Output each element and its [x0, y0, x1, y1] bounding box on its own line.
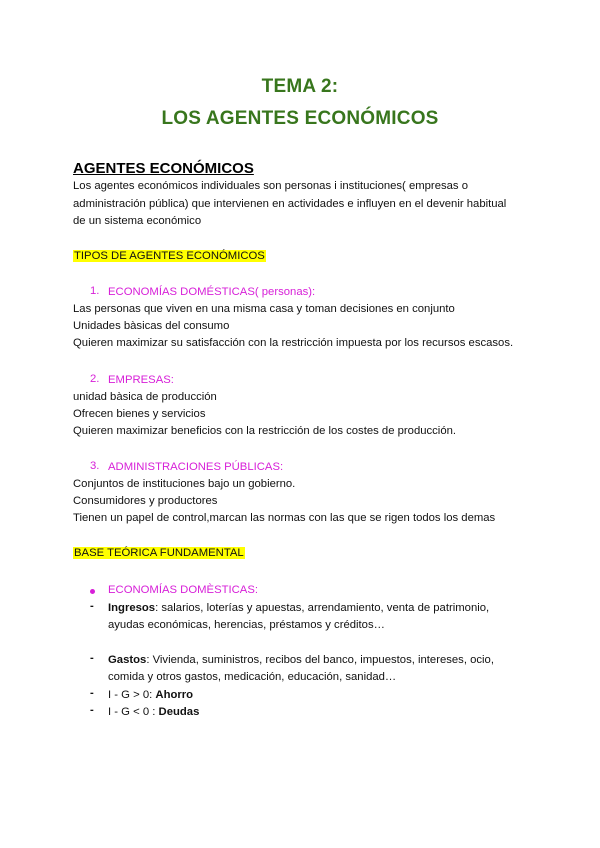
intro-line-1: Los agentes económicos individuales son personas i instituciones( empresas o	[73, 180, 468, 192]
ingresos-label: Ingresos	[108, 602, 156, 614]
ingresos-line-1	[108, 600, 489, 617]
ingresos-text-1: : salarios, loterías y apuestas, arrendamiento, venta de patrimonio,	[155, 602, 490, 614]
tipos-item-2-line-2: Ofrecen bienes y servicios	[73, 408, 206, 420]
gastos-line-1	[108, 652, 494, 669]
tipos-item-2-number: 2.	[90, 373, 100, 385]
tipos-item-1-line-3: Quieren maximizar su satisfacción con la restricción impuesta por los recursos escasos.	[73, 337, 514, 349]
tipos-item-2-line-1: unidad bàsica de producción	[73, 391, 217, 403]
tipos-heading-highlight: TIPOS DE AGENTES ECONÓMICOS	[74, 250, 265, 262]
title-line-1: TEMA 2:	[261, 76, 339, 97]
gastos-line-2: comida y otros gastos, medicación, educación, sanidad…	[108, 671, 397, 683]
tipos-item-1-title: ECONOMÍAS DOMÉSTICAS( personas):	[108, 286, 316, 298]
dash-deudas: -	[90, 704, 94, 716]
ahorro-label: Ahorro	[155, 689, 194, 701]
base-heading-highlight: BASE TEÓRICA FUNDAMENTAL	[74, 547, 244, 559]
dash-ahorro: -	[90, 687, 94, 699]
tipos-item-2-title: EMPRESAS:	[108, 374, 174, 386]
tipos-item-2-line-3: Quieren maximizar beneficios con la restricción de los costes de producción.	[73, 425, 457, 437]
deudas-label: Deudas	[158, 706, 200, 718]
title-line-2: LOS AGENTES ECONÓMICOS	[161, 108, 439, 129]
tipos-heading	[73, 248, 266, 265]
dash-ingresos: -	[90, 600, 94, 612]
base-heading	[73, 545, 245, 562]
gastos-label: Gastos	[108, 654, 147, 666]
gastos-text-1: : Vivienda, suministros, recibos del banco, impuestos, intereses, ocio,	[146, 654, 494, 666]
tipos-item-3-line-1: Conjuntos de instituciones bajo un gobierno.	[73, 478, 296, 490]
deudas-line	[108, 704, 199, 721]
base-bullet-title: ECONOMÍAS DOMÈSTICAS:	[108, 584, 259, 596]
tipos-item-3-line-2: Consumidores y productores	[73, 495, 218, 507]
tipos-item-1-line-2: Unidades bàsicas del consumo	[73, 320, 230, 332]
ahorro-line	[108, 687, 193, 704]
bullet-icon	[90, 589, 95, 594]
ingresos-line-2: ayudas económicas, herencias, préstamos y créditos…	[108, 619, 385, 631]
ahorro-prefix: I - G > 0:	[108, 689, 156, 701]
intro-line-2: administración pública) que intervienen en actividades e influyen en el devenir habitual	[73, 198, 507, 210]
tipos-item-1-line-1: Las personas que viven en una misma casa y toman decisiones en conjunto	[73, 303, 455, 315]
tipos-item-3-number: 3.	[90, 460, 100, 472]
deudas-prefix: I - G < 0 :	[108, 706, 159, 718]
tipos-item-1-number: 1.	[90, 285, 100, 297]
tipos-item-3-title: ADMINISTRACIONES PÚBLICAS:	[108, 461, 284, 473]
section-heading-agentes: AGENTES ECONÓMICOS	[73, 160, 254, 177]
tipos-item-3-line-3: Tienen un papel de control,marcan las normas con las que se rigen todos los demas	[73, 512, 496, 524]
intro-line-3: de un sistema económico	[73, 215, 202, 227]
dash-gastos: -	[90, 652, 94, 664]
